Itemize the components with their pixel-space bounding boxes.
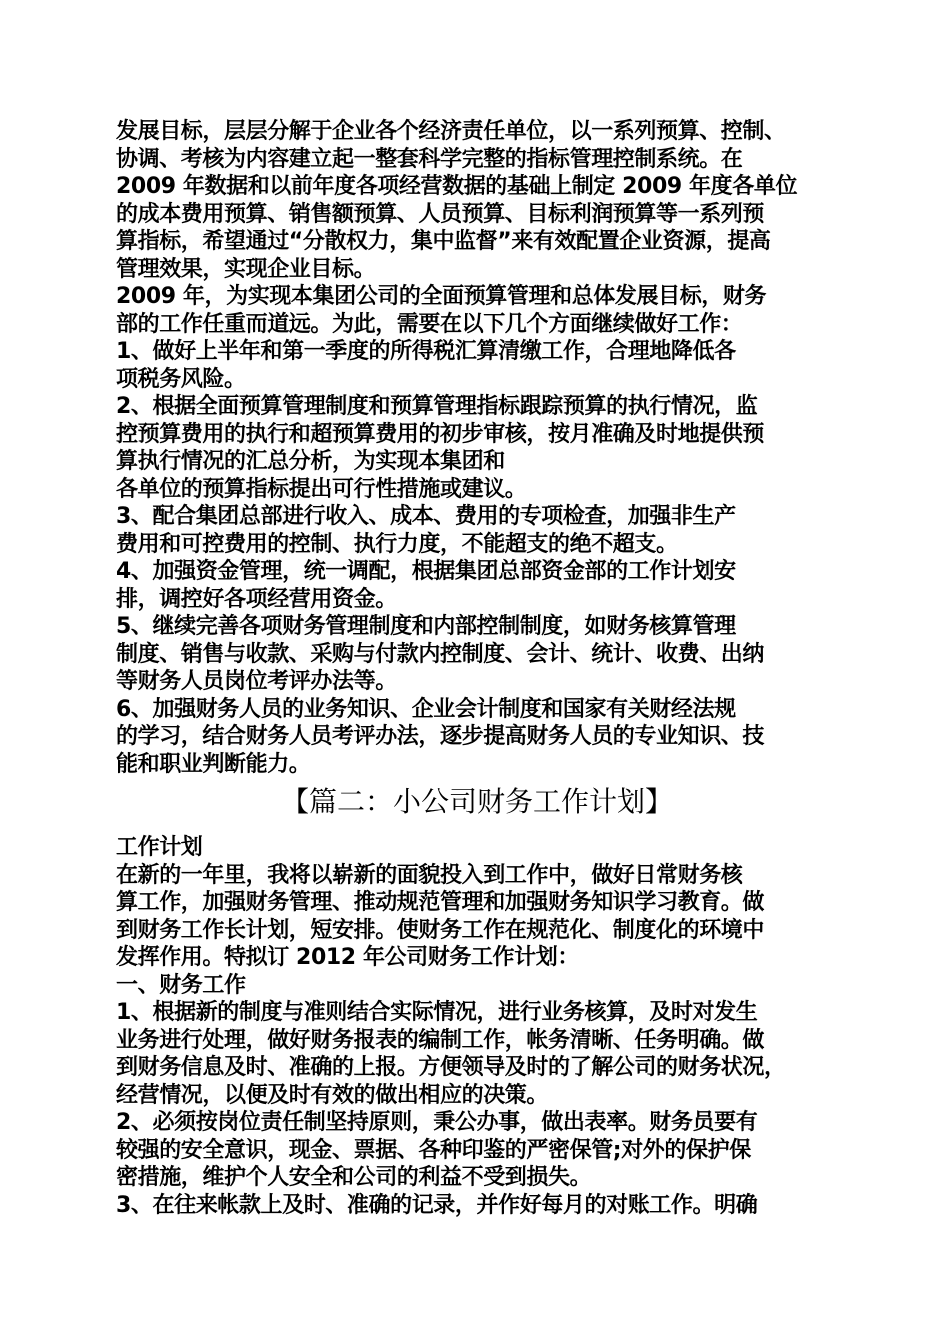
section-heading: 【篇二：小公司财务工作计划】: [280, 785, 673, 818]
text-line: 3、在往来帐款上及时、准确的记录，并作好每月的对账工作。明确: [116, 1192, 758, 1218]
text-line: 1、做好上半年和第一季度的所得税汇算清缴工作，合理地降低各: [116, 339, 736, 364]
text-line: 发展目标，层层分解于企业各个经济责任单位，以一系列预算、控制、: [116, 119, 786, 144]
text-line: 1、根据新的制度与准则结合实际情况，进行业务核算，及时对发生: [116, 1000, 758, 1025]
text-line: 工作计划: [116, 835, 203, 860]
text-line: 一、财务工作: [116, 972, 246, 998]
text-line: 排，调控好各项经营用资金。: [116, 586, 397, 612]
text-line: 控预算费用的执行和超预算费用的初步审核，按月准确及时地提供预: [116, 421, 765, 447]
text-line: 管理效果，实现企业目标。: [116, 256, 376, 282]
text-line: 密措施，维护个人安全和公司的利益不受到损失。: [116, 1165, 592, 1190]
text-line: 较强的安全意识，现金、票据、各种印鉴的严密保管;对外的保护保: [116, 1137, 751, 1163]
text-line: 部的工作任重而道远。为此，需要在以下几个方面继续做好工作：: [116, 311, 743, 337]
text-line: 到财务信息及时、准确的上报。方便领导及时的了解公司的财务状况，: [116, 1055, 786, 1080]
text-line: 的学习，结合财务人员考评办法，逐步提高财务人员的专业知识、技: [116, 724, 765, 749]
text-line: 的成本费用预算、销售额预算、人员预算、目标利润预算等一系列预: [116, 201, 765, 227]
text-line: 2009 年数据和以前年度各项经营数据的基础上制定 2009 年度各单位: [116, 174, 798, 199]
text-line: 发挥作用。特拟订 2012 年公司财务工作计划：: [116, 945, 579, 970]
section-one: [116, 118, 838, 778]
text-line: 算工作，加强财务管理、推动规范管理和加强财务知识学习教育。做: [116, 890, 765, 915]
text-line: 到财务工作长计划，短安排。使财务工作在规范化、制度化的环境中: [116, 917, 765, 943]
text-line: 业务进行处理，做好财务报表的编制工作，帐务清晰、任务明确。做: [116, 1027, 765, 1053]
text-line: 各单位的预算指标提出可行性措施或建议。: [116, 476, 527, 502]
text-line: 4、加强资金管理，统一调配，根据集团总部资金部的工作计划安: [116, 559, 736, 584]
text-line: 等财务人员岗位考评办法等。: [116, 669, 397, 694]
text-line: 2、根据全面预算管理制度和预算管理指标跟踪预算的执行情况，监: [116, 394, 758, 419]
section-two: [116, 834, 838, 1219]
text-line: 费用和可控费用的控制、执行力度，不能超支的绝不超支。: [116, 531, 678, 557]
text-line: 算指标，希望通过“分散权力，集中监督”来有效配置企业资源，提高: [116, 229, 771, 254]
text-line: 2、必须按岗位责任制坚持原则，秉公办事，做出表率。财务员要有: [116, 1110, 758, 1135]
text-line: 协调、考核为内容建立起一整套科学完整的指标管理控制系统。在: [116, 146, 743, 172]
text-line: 算执行情况的汇总分析，为实现本集团和: [116, 449, 505, 474]
text-line: 在新的一年里，我将以崭新的面貌投入到工作中，做好日常财务核: [116, 862, 743, 888]
text-line: 项税务风险。: [116, 366, 246, 392]
text-line: 能和职业判断能力。: [116, 751, 311, 777]
text-line: 2009 年，为实现本集团公司的全面预算管理和总体发展目标，财务: [116, 284, 767, 309]
text-line: 制度、销售与收款、采购与付款内控制度、会计、统计、收费、出纳: [116, 641, 765, 667]
text-line: 3、配合集团总部进行收入、成本、费用的专项检查，加强非生产: [116, 504, 736, 529]
text-line: 5、继续完善各项财务管理制度和内部控制制度，如财务核算管理: [116, 614, 736, 639]
document-page: [116, 118, 838, 1219]
text-line: 6、加强财务人员的业务知识、企业会计制度和国家有关财经法规: [116, 696, 736, 722]
text-line: 经营情况，以便及时有效的做出相应的决策。: [116, 1082, 549, 1108]
